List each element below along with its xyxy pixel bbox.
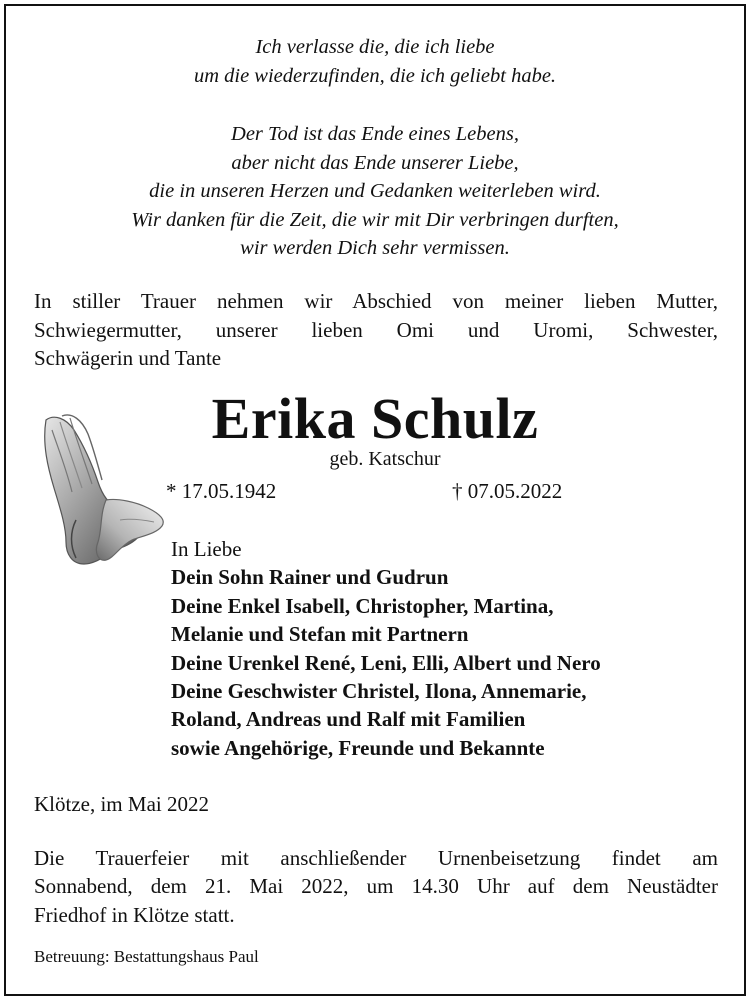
poem-line: Der Tod ist das Ende eines Lebens,: [231, 123, 519, 145]
obituary-notice: [4, 4, 746, 996]
place-date: Klötze, im Mai 2022: [34, 792, 209, 816]
poem-line: aber nicht das Ende unserer Liebe,: [231, 151, 519, 174]
mourner-line: Deine Enkel Isabell, Christopher, Martina,: [171, 593, 554, 618]
mourners-lead: In Liebe: [171, 537, 242, 561]
mourner-line: Deine Urenkel René, Leni, Elli, Albert und Nero: [171, 650, 601, 675]
poem-line: Wir danken für die Zeit, die wir mit Dir verbringen durften,: [131, 208, 619, 231]
maiden-name: geb. Katschur: [329, 448, 441, 470]
mourner-line: Deine Geschwister Christel, Ilona, Annemarie,: [171, 679, 587, 704]
mourners-list: [171, 535, 601, 762]
intro-line: In stiller Trauer nehmen wir Abschied von meiner lieben Mutter,: [34, 289, 718, 313]
service-line: Die Trauerfeier mit anschließender Urnenbeisetzung findet am: [34, 846, 718, 870]
intro-paragraph: [34, 287, 718, 373]
poem-stanza-2: [6, 120, 744, 263]
service-line: Friedhof in Klötze statt.: [34, 902, 235, 927]
intro-line: Schwiegermutter, unserer lieben Omi und Uromi, Schwester,: [34, 317, 718, 342]
poem-stanza-1: [6, 33, 744, 90]
mourner-line: Roland, Andreas und Ralf mit Familien: [171, 707, 526, 732]
mourner-line: sowie Angehörige, Freunde und Bekannte: [171, 735, 545, 760]
poem-line: um die wiederzufinden, die ich geliebt habe.: [193, 64, 557, 87]
service-paragraph: [34, 844, 718, 929]
poem-line: die in unseren Herzen und Gedanken weiterleben wird.: [149, 180, 601, 202]
mourner-line: Dein Sohn Rainer und Gudrun: [171, 565, 449, 590]
mourner-line: Melanie und Stefan mit Partnern: [171, 622, 469, 647]
death-date: † 07.05.2022: [452, 479, 563, 503]
birth-date: * 17.05.1942: [166, 479, 277, 503]
poem-line: Ich verlasse die, die ich liebe: [255, 36, 495, 58]
funeral-home: Betreuung: Bestattungshaus Paul: [34, 947, 259, 966]
intro-line: Schwägerin und Tante: [34, 346, 222, 371]
deceased-name: Erika Schulz: [211, 386, 539, 451]
service-line: Sonnabend, dem 21. Mai 2022, um 14.30 Uhr auf dem Neustädter: [34, 874, 718, 899]
poem-line: wir werden Dich sehr vermissen.: [240, 237, 510, 259]
